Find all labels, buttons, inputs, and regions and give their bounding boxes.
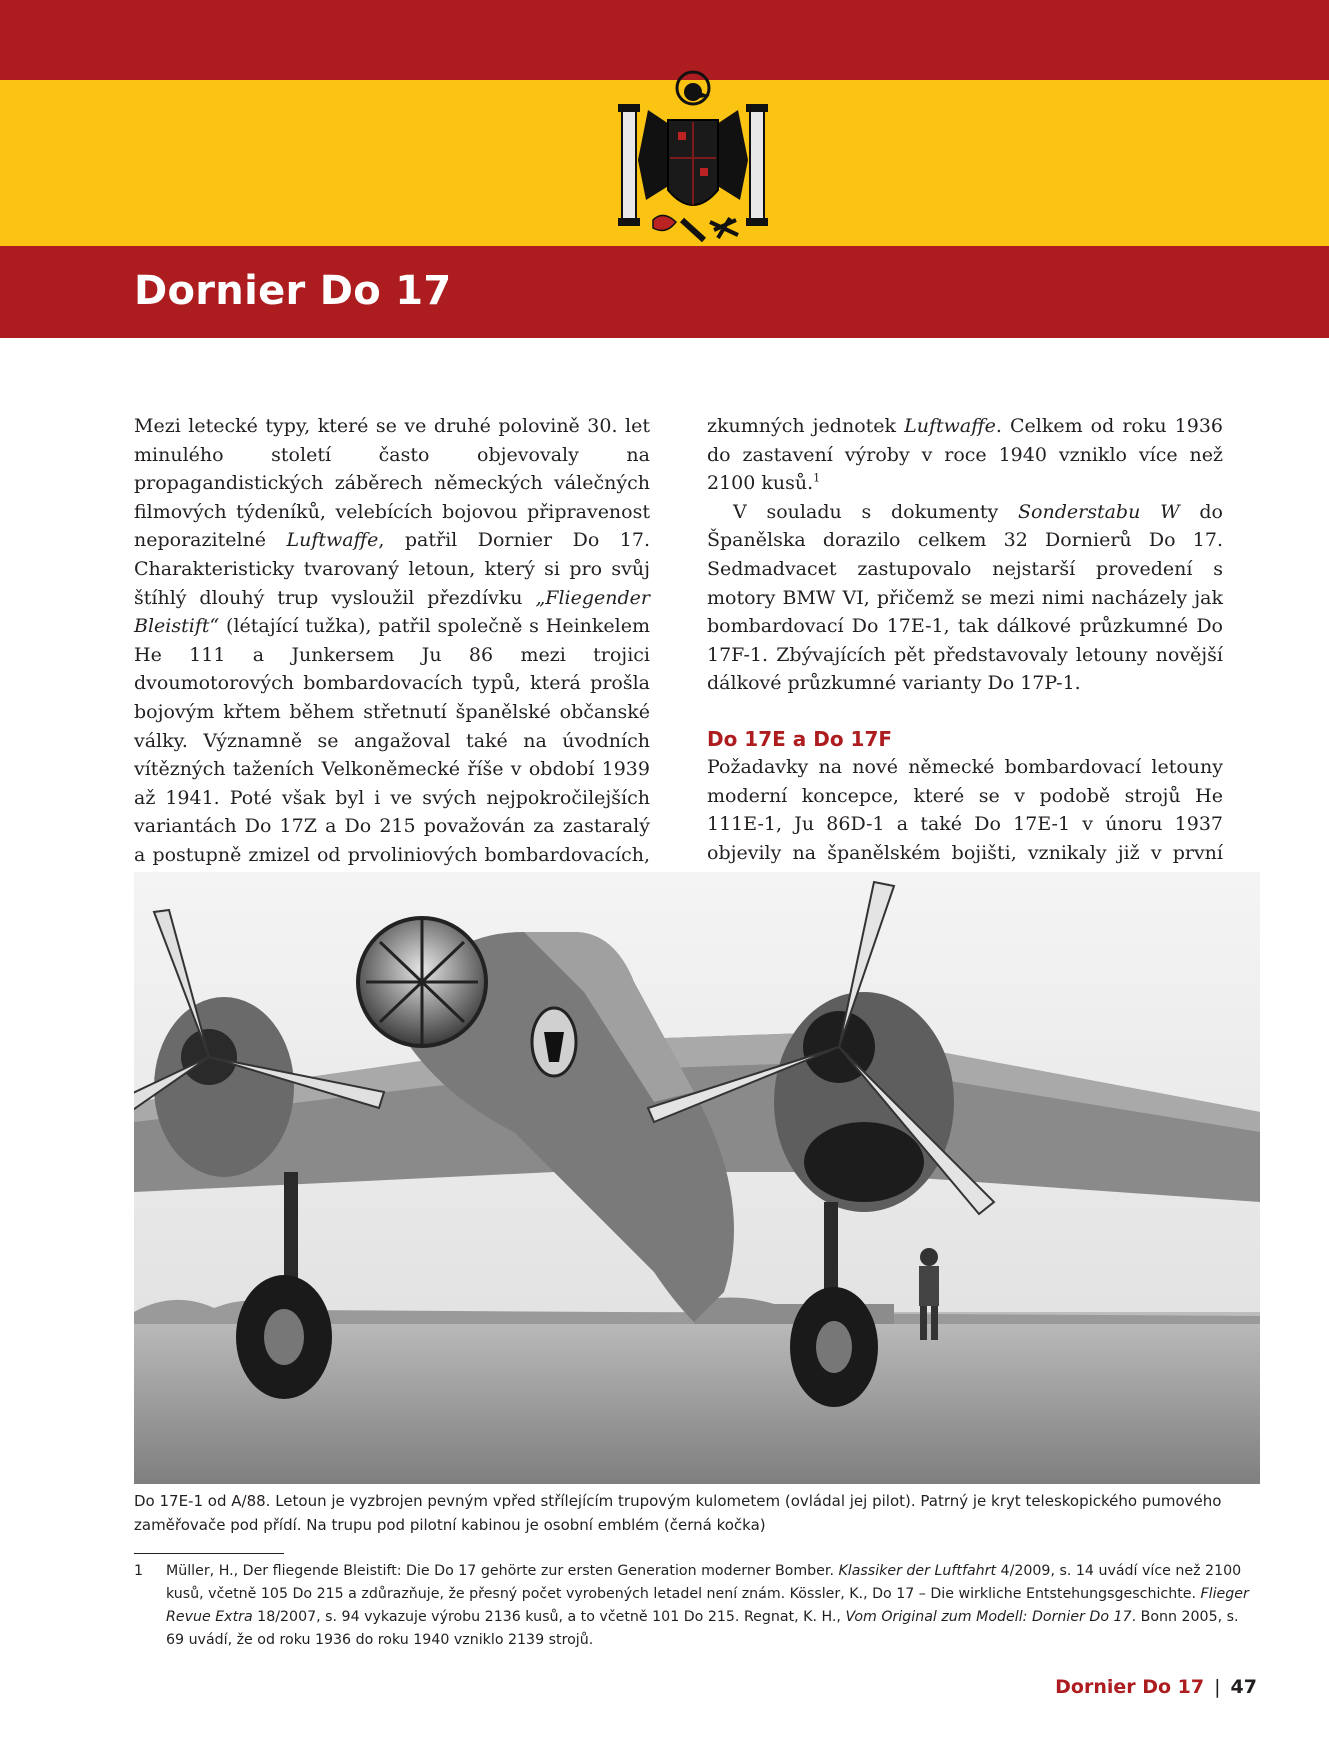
page-title: Dornier Do 17 [134,268,452,314]
body-column-left [134,412,650,898]
section-heading: Do 17E a Do 17F [707,726,893,751]
footnote-text: Müller, H., Der fliegende Bleistift: Die Do 17 gehörte zur ersten Generation moderner Bomber. Klassiker der Luftfahrt 4/2009, s. 14 uvádí více než 2100 kusů, včetně 105 Do 215 a zdůrazňuje, že přesný počet vyrobených letadel není znám. Kössler, K., Do 17 – Die wirkliche Entstehungsgeschichte. Flieger Revue Extra 18/2007, s. 94 vykazuje výrobu 2136 kusů, a to včetně 101 Do 215. Regnat, K. H., Vom Original zum Modell: Dornier Do 17. Bonn 2005, s. 69 uvádí, že od roku 1936 do roku 1940 vzniklo 2139 strojů. [166,1563,1249,1648]
footer-separator: | [1214,1676,1221,1698]
page-footer [1055,1676,1257,1698]
flag-band-top [0,0,1329,80]
spanish-eagle-coat-of-arms-icon [618,70,768,250]
body-paragraph: V souladu s dokumenty Sonderstabu W do Španělska dorazilo celkem 32 Dornierů Do 17. Sedmadvacet zastupovalo nejstarší provedení s motory BMW VI, přičemž se mezi nimi nacházely jak bombardovací Do 17E-1, tak dálkové průzkumné Do 17F-1. Zbývajících pět představovaly letouny novější dálkové průzkumné varianty Do 17P-1. [707,500,1223,695]
running-title: Dornier Do 17 [1055,1676,1205,1698]
footnote-reference[interactable]: 1 [813,471,821,485]
dornier-do17-bomber-photo [134,872,1260,1484]
body-paragraph: Mezi letecké typy, které se ve druhé polovině 30. let minulého století často objevovaly na propagandistických záběrech německých válečných filmových týdeníků, velebících bojovou připravenost neporazitelné Luftwaffe, patřil Dornier Do 17. Charakteristicky tvarovaný letoun, který si pro svůj štíhlý dlouhý trup vysloužil přezdívku „Fliegender Bleistift“ (létající tužka), patřil společně s Heinkelem He 111 a Junkersem Ju 86 mezi trojici dvoumotorových bombardovacích typů, která prošla bojovým křtem během střetnutí španělské občanské války. Významně se angažoval také na úvodních vítězných taženích Velkoněmecké říše v období 1939 až 1941. Poté však byl i ve svých nejpokročilejších variantách Do 17Z a Do 215 považován za zastaralý a postupně zmizel od prvoliniových bombardovacích, [134,415,650,866]
body-paragraph: zkumných jednotek Luftwaffe. Celkem od roku 1936 do zastavení výroby v roce 1940 vzniklo více než 2100 kusů.$^1$ [707,415,1223,495]
body-paragraph: Požadavky na nové německé bombardovací letouny moderní koncepce, které se v podobě strojů He 111E-1, Ju 86D-1 a také Do 17E-1 v únoru 1937 objevily na španělském bojišti, vznikaly již v první [707,755,1223,864]
page-number: 47 [1230,1676,1257,1698]
footnote [134,1560,1260,1652]
footnote-divider [134,1553,284,1554]
body-column-right [707,412,1223,925]
figure-caption: Do 17E-1 od A/88. Letoun je vyzbrojen pevným vpřed střílejícím trupovým kulometem (ovládal jej pilot). Patrný je kryt teleskopického pumového zaměřovače pod přídí. Na trupu pod pilotní kabinou je osobní emblém (černá kočka) [134,1492,1222,1534]
footnote-number: 1 [134,1563,144,1579]
